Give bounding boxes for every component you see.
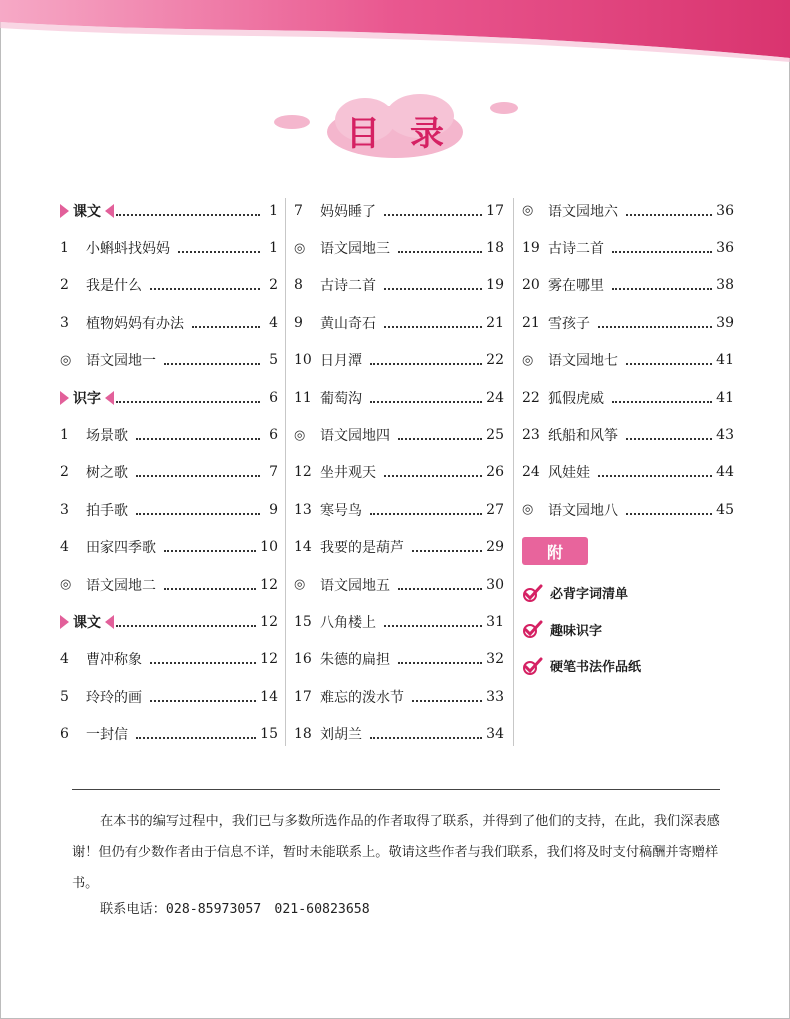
circle-marker-icon: ◎ xyxy=(294,577,306,593)
leader-dots xyxy=(178,251,260,253)
toc-entry xyxy=(294,491,504,528)
toc-entry xyxy=(522,379,734,416)
entry-title: 我是什么 xyxy=(86,278,142,295)
entry-title: 风娃娃 xyxy=(548,465,590,482)
toc-entry xyxy=(60,454,278,491)
footer-rule xyxy=(72,789,720,790)
circle-marker-icon: ◎ xyxy=(294,240,306,256)
entry-title: 坐井观天 xyxy=(320,465,376,482)
page-number: 10 xyxy=(260,539,278,556)
leader-dots xyxy=(136,438,260,440)
toc-entry xyxy=(60,678,278,715)
page-number: 19 xyxy=(486,277,504,294)
section-badge xyxy=(60,201,114,221)
entry-number: 24 xyxy=(522,464,540,481)
circle-marker-icon: ◎ xyxy=(522,352,534,368)
page-number: 21 xyxy=(486,314,504,331)
toc-entry xyxy=(294,342,504,379)
entry-number: 3 xyxy=(60,314,69,331)
toc-garden-entry xyxy=(522,491,734,528)
toc-entry xyxy=(60,491,278,528)
toc-column-2 xyxy=(294,192,504,753)
arrow-right-icon xyxy=(60,391,69,405)
entry-number: 1 xyxy=(60,240,69,257)
appendix-item: 硬笔书法作品纸 xyxy=(522,648,734,685)
entry-number: 23 xyxy=(522,427,540,444)
leader-dots xyxy=(626,438,712,440)
page-number: 12 xyxy=(260,651,278,668)
toc-section-header xyxy=(60,603,278,640)
page-number: 6 xyxy=(269,427,278,444)
entry-title: 狐假虎威 xyxy=(548,390,604,407)
leader-dots xyxy=(412,700,482,702)
arrow-left-icon xyxy=(105,615,114,629)
toc-entry xyxy=(60,715,278,752)
page-number: 9 xyxy=(269,501,278,518)
appendix-item: 必背字词清单 xyxy=(522,575,734,612)
leader-dots xyxy=(384,625,482,627)
entry-title: 语文园地二 xyxy=(86,577,156,594)
page-number: 30 xyxy=(486,576,504,593)
column-divider xyxy=(513,198,514,746)
entry-number: 22 xyxy=(522,389,540,406)
entry-title: 雪孩子 xyxy=(548,315,590,332)
page-number: 33 xyxy=(486,688,504,705)
page-number: 1 xyxy=(269,202,278,219)
entry-title: 语文园地六 xyxy=(548,203,618,220)
check-icon xyxy=(522,583,544,603)
page-number: 39 xyxy=(716,314,734,331)
page-number: 18 xyxy=(486,240,504,257)
leader-dots xyxy=(164,363,260,365)
page-number: 36 xyxy=(716,240,734,257)
entry-title: 古诗二首 xyxy=(548,241,604,258)
page-number: 38 xyxy=(716,277,734,294)
toc-entry xyxy=(60,304,278,341)
entry-title: 古诗二首 xyxy=(320,278,376,295)
toc-garden-entry xyxy=(60,342,278,379)
leader-dots xyxy=(150,288,260,290)
entry-title: 妈妈睡了 xyxy=(320,203,376,220)
entry-title: 语文园地七 xyxy=(548,353,618,370)
page-number: 12 xyxy=(260,576,278,593)
entry-number: 2 xyxy=(60,277,69,294)
section-badge xyxy=(60,612,114,632)
toc-entry xyxy=(294,641,504,678)
toc-garden-entry xyxy=(60,566,278,603)
circle-marker-icon: ◎ xyxy=(522,203,534,219)
entry-number: 19 xyxy=(522,240,540,257)
leader-dots xyxy=(150,700,256,702)
leader-dots xyxy=(384,214,482,216)
leader-dots xyxy=(370,363,482,365)
toc-entry xyxy=(60,529,278,566)
entry-title: 语文园地一 xyxy=(86,353,156,370)
page-number: 6 xyxy=(269,389,278,406)
leader-dots xyxy=(116,401,260,403)
page-number: 22 xyxy=(486,352,504,369)
entry-title: 纸船和风筝 xyxy=(548,428,618,445)
page-number: 41 xyxy=(716,389,734,406)
title-cloud xyxy=(270,92,520,164)
page-number: 29 xyxy=(486,539,504,556)
arrow-right-icon xyxy=(60,204,69,218)
leader-dots xyxy=(384,288,482,290)
leader-dots xyxy=(136,513,260,515)
entry-number: 10 xyxy=(294,352,312,369)
leader-dots xyxy=(192,326,260,328)
entry-number: 3 xyxy=(60,501,69,518)
entry-number: 12 xyxy=(294,464,312,481)
entry-title: 刘胡兰 xyxy=(320,727,362,744)
toc-entry xyxy=(294,267,504,304)
entry-number: 2 xyxy=(60,464,69,481)
toc-entry xyxy=(522,267,734,304)
entry-number: 4 xyxy=(60,651,69,668)
arrow-left-icon xyxy=(105,391,114,405)
entry-title: 玲玲的画 xyxy=(86,689,142,706)
toc-entry xyxy=(60,641,278,678)
leader-dots xyxy=(398,438,482,440)
appendix xyxy=(522,529,734,685)
page-number: 24 xyxy=(486,389,504,406)
leader-dots xyxy=(598,326,712,328)
page-number: 15 xyxy=(260,726,278,743)
entry-title: 一封信 xyxy=(86,727,128,744)
toc-section-header xyxy=(60,379,278,416)
toc-entry xyxy=(60,416,278,453)
entry-number: 1 xyxy=(60,427,69,444)
entry-number: 20 xyxy=(522,277,540,294)
page-number: 32 xyxy=(486,651,504,668)
toc-garden-entry xyxy=(294,566,504,603)
toc-entry xyxy=(294,192,504,229)
entry-title: 朱德的扁担 xyxy=(320,652,390,669)
leader-dots xyxy=(116,625,256,627)
page-number: 36 xyxy=(716,202,734,219)
leader-dots xyxy=(370,737,482,739)
circle-marker-icon: ◎ xyxy=(60,352,72,368)
toc-section-header xyxy=(60,192,278,229)
page-number: 44 xyxy=(716,464,734,481)
entry-number: 17 xyxy=(294,688,312,705)
leader-dots xyxy=(598,475,712,477)
entry-title: 黄山奇石 xyxy=(320,315,376,332)
toc-entry xyxy=(294,304,504,341)
leader-dots xyxy=(626,214,712,216)
entry-title: 雾在哪里 xyxy=(548,278,604,295)
entry-number: 15 xyxy=(294,613,312,630)
leader-dots xyxy=(612,251,712,253)
toc-entry xyxy=(294,379,504,416)
entry-number: 9 xyxy=(294,314,303,331)
leader-dots xyxy=(626,513,712,515)
check-icon xyxy=(522,619,544,639)
entry-title: 曹冲称象 xyxy=(86,652,142,669)
page-number: 14 xyxy=(260,688,278,705)
footer-contact: 联系电话：028-85973057 021-60823658 xyxy=(100,902,370,917)
arrow-right-icon xyxy=(60,615,69,629)
leader-dots xyxy=(398,588,482,590)
entry-title: 语文园地三 xyxy=(320,241,390,258)
entry-title: 小蝌蚪找妈妈 xyxy=(86,241,170,258)
entry-title: 拍手歌 xyxy=(86,502,128,519)
page-number: 41 xyxy=(716,352,734,369)
entry-title: 植物妈妈有办法 xyxy=(86,315,184,332)
toc-column-1 xyxy=(60,192,278,753)
leader-dots xyxy=(612,401,712,403)
toc-garden-entry xyxy=(522,342,734,379)
toc-entry xyxy=(294,678,504,715)
leader-dots xyxy=(164,550,256,552)
leader-dots xyxy=(116,214,260,216)
toc-garden-entry xyxy=(294,416,504,453)
entry-number: 16 xyxy=(294,651,312,668)
toc-column-3 xyxy=(522,192,734,684)
page-number: 1 xyxy=(269,240,278,257)
page-number: 12 xyxy=(260,613,278,630)
leader-dots xyxy=(370,513,482,515)
entry-number: 6 xyxy=(60,726,69,743)
toc-entry xyxy=(294,715,504,752)
page-number: 7 xyxy=(269,464,278,481)
appendix-badge: 附 xyxy=(522,537,588,565)
entry-number: 21 xyxy=(522,314,540,331)
page-number: 5 xyxy=(269,352,278,369)
entry-number: 5 xyxy=(60,688,69,705)
entry-title: 语文园地八 xyxy=(548,502,618,519)
entry-title: 语文园地五 xyxy=(320,577,390,594)
toc-entry xyxy=(294,603,504,640)
entry-title: 葡萄沟 xyxy=(320,390,362,407)
leader-dots xyxy=(150,662,256,664)
entry-title: 难忘的泼水节 xyxy=(320,689,404,706)
leader-dots xyxy=(136,475,260,477)
section-label: 课文 xyxy=(73,614,101,631)
toc-entry xyxy=(522,229,734,266)
entry-title: 日月潭 xyxy=(320,353,362,370)
leader-dots xyxy=(384,326,482,328)
entry-number: 18 xyxy=(294,726,312,743)
toc-garden-entry xyxy=(522,192,734,229)
leader-dots xyxy=(612,288,712,290)
entry-number: 13 xyxy=(294,501,312,518)
page-number: 43 xyxy=(716,427,734,444)
circle-marker-icon: ◎ xyxy=(522,502,534,518)
page-number: 2 xyxy=(269,277,278,294)
entry-title: 八角楼上 xyxy=(320,614,376,631)
toc-entry xyxy=(522,416,734,453)
header-ribbon xyxy=(0,0,790,62)
leader-dots xyxy=(136,737,256,739)
entry-number: 7 xyxy=(294,202,303,219)
toc-entry xyxy=(60,229,278,266)
entry-title: 场景歌 xyxy=(86,428,128,445)
entry-number: 11 xyxy=(294,389,312,406)
leader-dots xyxy=(370,401,482,403)
page-number: 27 xyxy=(486,501,504,518)
check-icon xyxy=(522,656,544,676)
entry-number: 8 xyxy=(294,277,303,294)
entry-title: 田家四季歌 xyxy=(86,540,156,557)
page-number: 26 xyxy=(486,464,504,481)
arrow-left-icon xyxy=(105,204,114,218)
toc-entry xyxy=(294,529,504,566)
page-number: 31 xyxy=(486,613,504,630)
entry-number: 14 xyxy=(294,539,312,556)
toc-entry xyxy=(294,454,504,491)
leader-dots xyxy=(398,251,482,253)
page-number: 17 xyxy=(486,202,504,219)
toc-entry xyxy=(522,454,734,491)
leader-dots xyxy=(626,363,712,365)
entry-title: 我要的是葫芦 xyxy=(320,540,404,557)
page-title: 目录 xyxy=(346,114,474,154)
entry-title: 语文园地四 xyxy=(320,428,390,445)
toc-garden-entry xyxy=(294,229,504,266)
page-number: 4 xyxy=(269,314,278,331)
toc-entry xyxy=(60,267,278,304)
leader-dots xyxy=(412,550,482,552)
circle-marker-icon: ◎ xyxy=(294,427,306,443)
toc-entry xyxy=(522,304,734,341)
entry-number: 4 xyxy=(60,539,69,556)
leader-dots xyxy=(398,662,482,664)
appendix-item: 趣味识字 xyxy=(522,611,734,648)
page-number: 25 xyxy=(486,427,504,444)
circle-marker-icon: ◎ xyxy=(60,577,72,593)
page-number: 34 xyxy=(486,726,504,743)
section-label: 课文 xyxy=(73,203,101,220)
column-divider xyxy=(285,198,286,746)
leader-dots xyxy=(164,588,256,590)
section-badge xyxy=(60,388,114,408)
footer-note: 在本书的编写过程中，我们已与多数所选作品的作者取得了联系，并得到了他们的支持，在此，我们深表感谢！但仍有少数作者由于信息不详，暂时未能联系上。敬请这些作者与我们联系，我们将及时支付稿酬并寄赠样书。 xyxy=(72,814,720,891)
entry-title: 树之歌 xyxy=(86,465,128,482)
page-number: 45 xyxy=(716,501,734,518)
entry-title: 寒号鸟 xyxy=(320,502,362,519)
section-label: 识字 xyxy=(73,390,101,407)
leader-dots xyxy=(384,475,482,477)
